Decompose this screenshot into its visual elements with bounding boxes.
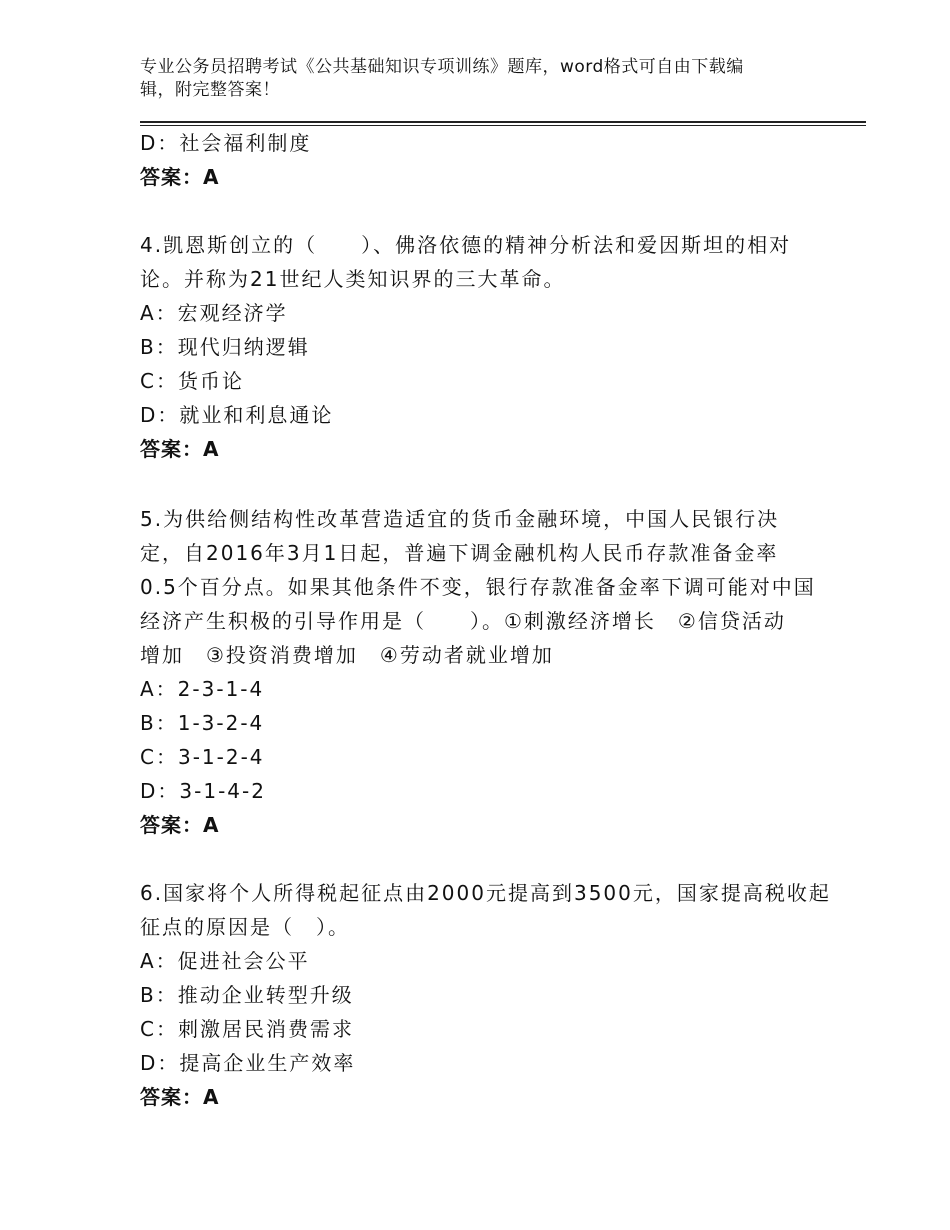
q5-stem-line-3: 0.5个百分点。如果其他条件不变，银行存款准备金率下调可能对中国 — [140, 575, 816, 599]
q3-answer: 答案：A — [140, 165, 220, 189]
q5-option-c: C：3-1-2-4 — [140, 745, 265, 769]
q6-stem-line-2: 征点的原因是（ ）。 — [140, 915, 350, 939]
q4-option-b: B：现代归纳逻辑 — [140, 335, 310, 359]
q6-option-a: A：促进社会公平 — [140, 949, 310, 973]
q4-answer: 答案：A — [140, 437, 220, 461]
q5-option-b: B：1-3-2-4 — [140, 711, 265, 735]
page-header — [140, 56, 800, 102]
q6-option-c: C：刺激居民消费需求 — [140, 1017, 354, 1041]
q5-option-d: D：3-1-4-2 — [140, 779, 266, 803]
q4-stem-line-2: 论。并称为21世纪人类知识界的三大革命。 — [140, 267, 566, 291]
q3-option-d: D：社会福利制度 — [140, 131, 312, 155]
q4-option-d: D：就业和利息通论 — [140, 403, 334, 427]
q4-stem-line-1: 4.凯恩斯创立的（ ）、佛洛依德的精神分析法和爱因斯坦的相对 — [140, 233, 792, 257]
header-rule-thick — [140, 121, 866, 123]
header-line-2: 辑，附完整答案！ — [140, 80, 280, 100]
q6-stem-line-1: 6.国家将个人所得税起征点由2000元提高到3500元，国家提高税收起 — [140, 881, 831, 905]
q6-answer: 答案：A — [140, 1085, 220, 1109]
header-line-1: 专业公务员招聘考试《公共基础知识专项训练》题库，word格式可自由下载编 — [140, 57, 744, 77]
q5-stem-line-4: 经济产生积极的引导作用是（ ）。①刺激经济增长 ②信贷活动 — [140, 609, 786, 633]
q6-option-b: B：推动企业转型升级 — [140, 983, 354, 1007]
q4-option-a: A：宏观经济学 — [140, 301, 288, 325]
q4-option-c: C：货币论 — [140, 369, 244, 393]
header-rule-thin — [140, 125, 866, 126]
q5-answer: 答案：A — [140, 813, 220, 837]
q5-stem-line-1: 5.为供给侧结构性改革营造适宜的货币金融环境，中国人民银行决 — [140, 507, 780, 531]
q5-stem-line-5: 增加 ③投资消费增加 ④劳动者就业增加 — [140, 643, 554, 667]
q6-option-d: D：提高企业生产效率 — [140, 1051, 356, 1075]
q5-option-a: A：2-3-1-4 — [140, 677, 265, 701]
q5-stem-line-2: 定，自2016年3月1日起，普遍下调金融机构人民币存款准备金率 — [140, 541, 779, 565]
